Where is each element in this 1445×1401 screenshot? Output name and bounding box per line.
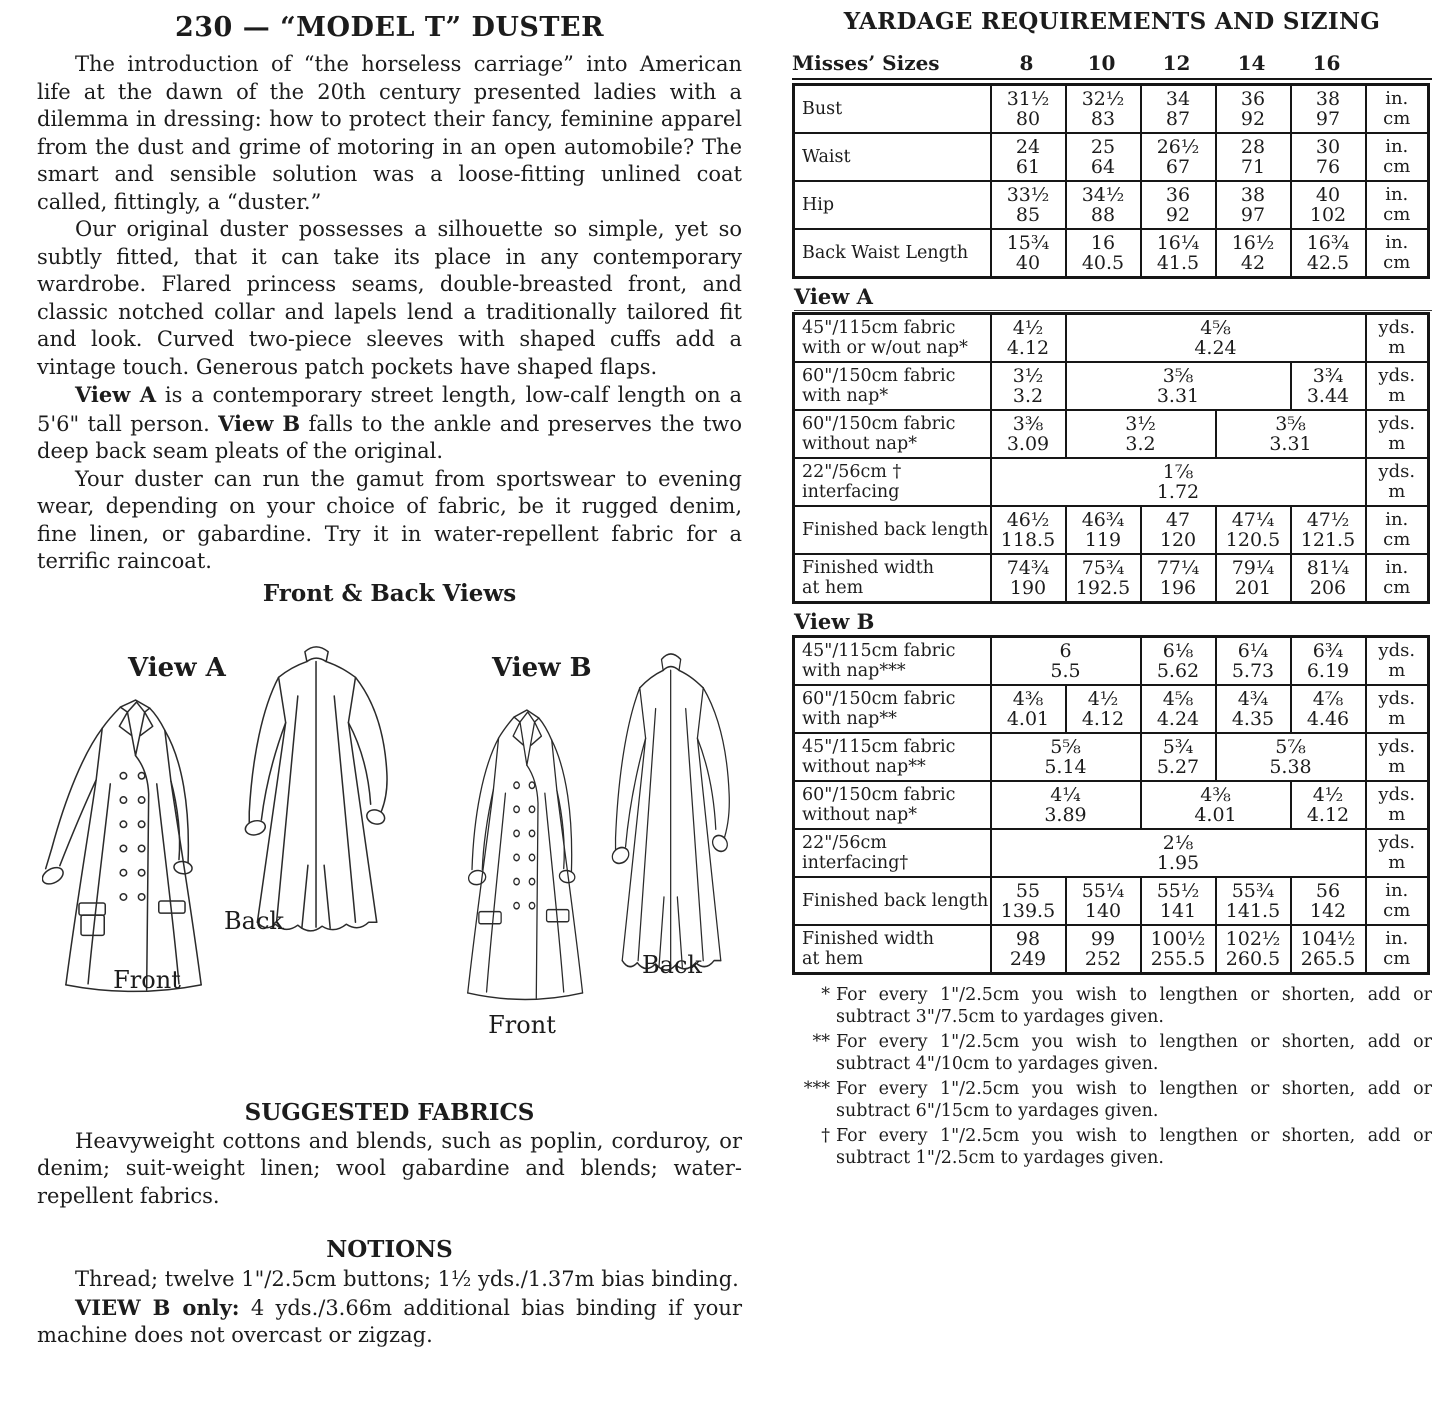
row-label: 22"/56cm interfacing†	[794, 829, 991, 877]
table-row: 22"/56cm † interfacing 1⅞ 1.72 yds. m	[794, 458, 1429, 506]
size-column-10: 10	[1087, 51, 1116, 75]
notions-heading: NOTIONS	[326, 1236, 453, 1263]
right-column	[792, 8, 1432, 1172]
suggested-fabrics-paragraph: Heavyweight cottons and blends, such as poplin, corduroy, or denim; suit-weight linen; wool gabardine and blends; water-repellent fabrics.	[37, 1128, 742, 1208]
row-label: 45"/115cm fabric without nap**	[794, 733, 991, 781]
table-row: Finished width at hem 98 249 99 252 100½ 255.5 102½ 260.5 104½ 265.5 in. cm	[794, 925, 1429, 974]
units-cell: in. cm	[1366, 229, 1429, 278]
illustrations-block	[37, 609, 742, 1071]
units-cell: yds. m	[1366, 314, 1429, 363]
row-label: Bust	[794, 85, 991, 134]
units-cell: yds. m	[1366, 829, 1429, 877]
row-label: Waist	[794, 133, 991, 181]
row-label: 45"/115cm fabric with nap***	[794, 637, 991, 686]
table-row: 45"/115cm fabric with or w/out nap* 4½ 4.12 4⅝ 4.24 yds. m	[794, 314, 1429, 363]
intro-paragraph-3-text-2: falls to the ankle and preserves the two deep back seam pleats of the original.	[37, 411, 742, 463]
footnotes-block	[792, 984, 1432, 1169]
intro-paragraph-3	[37, 381, 742, 466]
table-row: 60"/150cm fabric with nap* 3½ 3.2 3⅝ 3.31 3¾ 3.44 yds. m	[794, 362, 1429, 410]
intro-paragraph-4: Your duster can run the gamut from sportswear to evening wear, depending on your choice of fabric, be it rugged denim, fine linen, or gabardine. Try it in water-repellent fabric for a terrific raincoat.	[37, 466, 742, 573]
footnote-text: For every 1"/2.5cm you wish to lengthen or shorten, add or subtract 6"/15cm to yardages given.	[836, 1079, 1432, 1121]
table-row: Bust 31½ 80 32½ 83 34 87 36 92 38 97 in. cm	[794, 85, 1429, 134]
view-a-illustration-label: View A	[128, 652, 226, 683]
table-row: 60"/150cm fabric without nap* 4¼ 3.89 4⅜ 4.01 4½ 4.12 yds. m	[794, 781, 1429, 829]
units-cell: yds. m	[1366, 637, 1429, 686]
size-column-14: 14	[1237, 51, 1266, 75]
footnote-marker: †	[821, 1126, 830, 1146]
table-row: Waist 24 61 25 64 26½ 67 28 71 30 76 in. cm	[794, 133, 1429, 181]
view-a-back-coat-illustration	[228, 637, 400, 937]
table-row: Hip 33½ 85 34½ 88 36 92 38 97 40 102 in. cm	[794, 181, 1429, 229]
units-cell: in. cm	[1366, 506, 1429, 554]
footnote-dagger	[800, 1125, 1432, 1169]
view-a-back-caption: Back	[224, 906, 284, 935]
table-row: 45"/115cm fabric with nap*** 6 5.5 6⅛ 5.62 6¼ 5.73 6¾ 6.19 yds. m	[794, 637, 1429, 686]
view-b-illustration-label: View B	[492, 652, 592, 683]
body-measurement-table	[792, 83, 1430, 279]
table-row: Finished back length 46½ 118.5 46¾ 119 47 120 47¼ 120.5 47½ 121.5 in. cm	[794, 506, 1429, 554]
intro-paragraph-3-text-1: is a contemporary street length, low-calf length on a 5'6" tall person.	[37, 383, 742, 436]
notions-paragraph-2-text: 4 yds./3.66m additional bias binding if your machine does not overcast or zigzag.	[37, 1295, 742, 1347]
units-cell: yds. m	[1366, 458, 1429, 506]
view-a-yardage-table	[792, 312, 1430, 604]
footnote-text: For every 1"/2.5cm you wish to lengthen or shorten, add or subtract 3"/7.5cm to yardages given.	[836, 985, 1432, 1027]
table-row: 22"/56cm interfacing† 2⅛ 1.95 yds. m	[794, 829, 1429, 877]
units-cell: yds. m	[1366, 781, 1429, 829]
row-label: 22"/56cm † interfacing	[794, 458, 991, 506]
units-cell: yds. m	[1366, 733, 1429, 781]
front-back-views-heading: Front & Back Views	[262, 579, 517, 607]
view-b-back-caption: Back	[642, 950, 702, 979]
table-row: Back Waist Length 15¾ 40 16 40.5 16¼ 41.5 16½ 42 16¾ 42.5 in. cm	[794, 229, 1429, 278]
units-cell: in. cm	[1366, 877, 1429, 925]
footnote-text: For every 1"/2.5cm you wish to lengthen or shorten, add or subtract 1"/2.5cm to yardages given.	[836, 1126, 1432, 1168]
row-label: Finished width at hem	[794, 554, 991, 603]
view-b-yardage-table	[792, 635, 1430, 975]
units-cell: in. cm	[1366, 85, 1429, 134]
units-cell: in. cm	[1366, 925, 1429, 974]
size-column-16: 16	[1312, 51, 1341, 75]
size-column-8: 8	[1019, 51, 1034, 75]
view-b-table-label: View B	[794, 609, 875, 634]
footnote-marker: ***	[803, 1079, 830, 1099]
notions-paragraph-2	[37, 1294, 742, 1350]
row-label: 60"/150cm fabric with nap**	[794, 685, 991, 733]
footnote-text: For every 1"/2.5cm you wish to lengthen or shorten, add or subtract 4"/10cm to yardages given.	[836, 1032, 1432, 1074]
pattern-title: 230 — “MODEL T” DUSTER	[174, 12, 605, 43]
misses-sizes-label: Misses’ Sizes	[792, 51, 940, 75]
view-b-front-coat-illustration	[448, 705, 598, 1011]
row-label: 60"/150cm fabric without nap*	[794, 410, 991, 458]
notions-paragraph-1: Thread; twelve 1"/2.5cm buttons; 1½ yds./1.37m bias binding.	[75, 1267, 739, 1291]
units-cell: in. cm	[1366, 554, 1429, 603]
view-b-inline-bold: View B	[218, 410, 301, 436]
row-label: Finished width at hem	[794, 925, 991, 974]
intro-paragraph-1: The introduction of “the horseless carriage” into American life at the dawn of the 20th century presented ladies with a dilemma in dressing: how to protect their fancy, feminine apparel from the dust and grime of motoring in an open automobile? The smart and sensible solution was a loose-fitting unlined coat called, fittingly, a “duster.”	[37, 52, 742, 214]
view-b-only-bold: VIEW B only:	[75, 1294, 240, 1320]
units-cell: in. cm	[1366, 181, 1429, 229]
row-label: Hip	[794, 181, 991, 229]
row-label: 60"/150cm fabric without nap*	[794, 781, 991, 829]
view-b-front-caption: Front	[488, 1010, 556, 1039]
units-cell: yds. m	[1366, 362, 1429, 410]
row-label: 60"/150cm fabric with nap*	[794, 362, 991, 410]
misses-sizes-header-row	[792, 51, 1432, 80]
footnote-marker: **	[812, 1032, 830, 1052]
view-a-front-coat-illustration	[42, 695, 220, 1003]
row-label: 45"/115cm fabric with or w/out nap*	[794, 314, 991, 363]
units-cell: yds. m	[1366, 685, 1429, 733]
units-cell: in. cm	[1366, 133, 1429, 181]
row-label: Back Waist Length	[794, 229, 991, 278]
table-row: 60"/150cm fabric with nap** 4⅜ 4.01 4½ 4.12 4⅝ 4.24 4¾ 4.35 4⅞ 4.46 yds. m	[794, 685, 1429, 733]
table-row: Finished back length 55 139.5 55¼ 140 55½ 141 55¾ 141.5 56 142 in. cm	[794, 877, 1429, 925]
yardage-requirements-title: YARDAGE REQUIREMENTS AND SIZING	[843, 8, 1381, 35]
table-row: 45"/115cm fabric without nap** 5⅝ 5.14 5¾ 5.27 5⅞ 5.38 yds. m	[794, 733, 1429, 781]
intro-paragraph-2: Our original duster possesses a silhouette so simple, yet so subtly fitted, that it can take its place in any contemporary wardrobe. Flared princess seams, double-breasted front, and classic notched collar and lapels lend a traditionally tailored fit and look. Curved two-piece sleeves with shaped cuffs add a vintage touch. Generous patch pockets have shaped flaps.	[37, 217, 742, 379]
footnote-marker: *	[821, 985, 830, 1005]
row-label: Finished back length	[794, 877, 991, 925]
view-a-front-caption: Front	[113, 965, 181, 994]
size-column-12: 12	[1162, 51, 1191, 75]
footnote-asterisk	[800, 984, 1432, 1028]
row-label: Finished back length	[794, 506, 991, 554]
view-a-table-label: View A	[794, 284, 1432, 311]
suggested-fabrics-heading: SUGGESTED FABRICS	[244, 1098, 535, 1126]
view-a-inline-bold: View A	[75, 382, 157, 407]
units-cell: yds. m	[1366, 410, 1429, 458]
view-b-back-coat-illustration	[598, 643, 740, 977]
table-row: 60"/150cm fabric without nap* 3⅜ 3.09 3½ 3.2 3⅝ 3.31 yds. m	[794, 410, 1429, 458]
left-column	[37, 8, 742, 1350]
table-row: Finished width at hem 74¾ 190 75¾ 192.5 77¼ 196 79¼ 201 81¼ 206 in. cm	[794, 554, 1429, 603]
footnote-double-asterisk	[800, 1031, 1432, 1075]
footnote-triple-asterisk	[800, 1078, 1432, 1122]
